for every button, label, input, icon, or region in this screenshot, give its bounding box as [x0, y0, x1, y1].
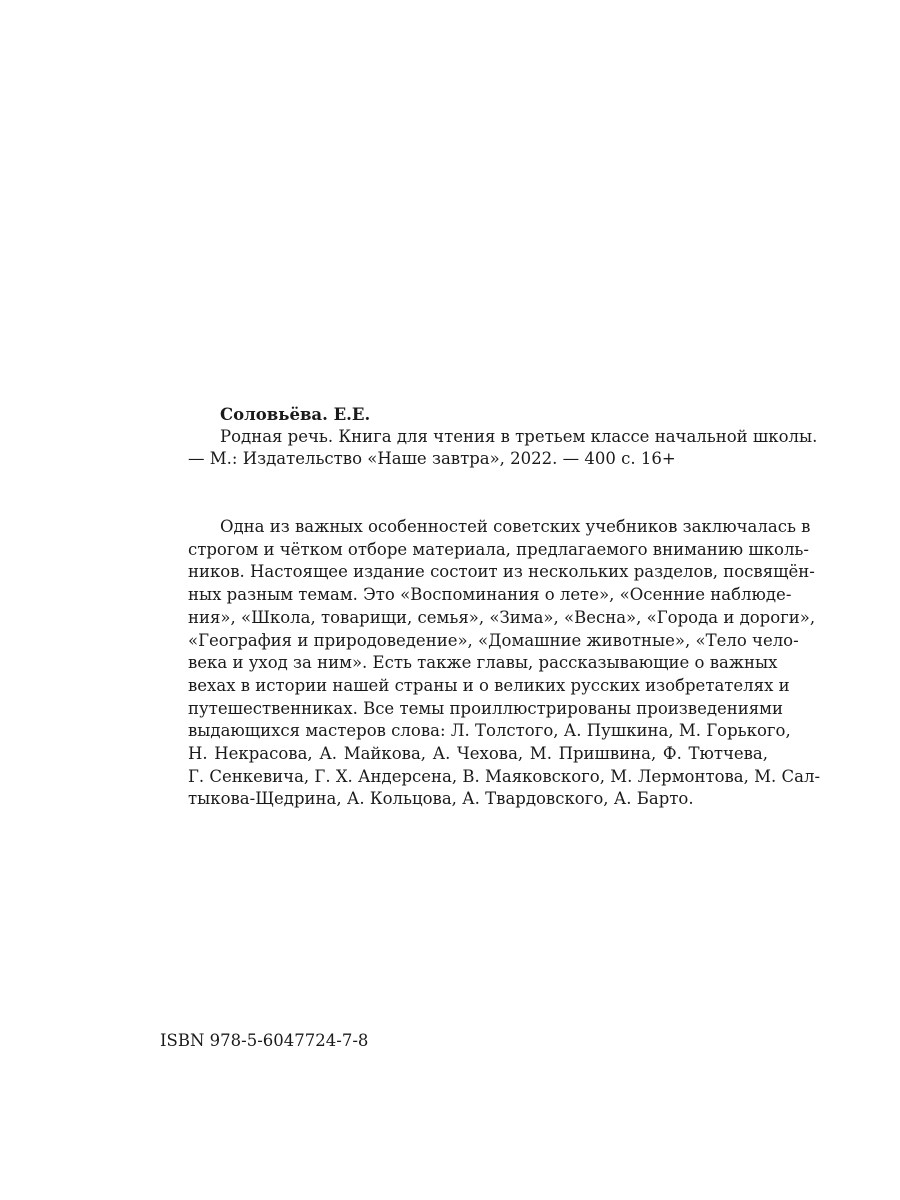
isbn-number: ISBN 978-5-6047724-7-8	[160, 1031, 369, 1050]
annotation-paragraph	[188, 516, 821, 811]
imprint-line: — М.: Издательство «Наше завтра», 2022. — 400 с. 16+	[188, 449, 676, 468]
author-name: Соловьёва. Е.Е.	[220, 405, 371, 424]
annotation-line: Г. Сенкевича, Г. Х. Андерсена, В. Маяковского, М. Лермонтова, М. Сал-	[188, 766, 821, 786]
annotation-line: ния», «Школа, товарищи, семья», «Зима», «Весна», «Города и дороги»,	[188, 607, 816, 627]
annotation-line: ных разным темам. Это «Воспоминания о лете», «Осенние наблюде-	[188, 585, 792, 605]
annotation-line: ников. Настоящее издание состоит из нескольких разделов, посвящён-	[188, 562, 815, 582]
annotation-line: века и уход за ним». Есть также главы, рассказывающие о важных	[188, 653, 778, 673]
bibliographic-record	[188, 404, 818, 470]
annotation-line: «География и природоведение», «Домашние животные», «Тело чело-	[188, 630, 799, 650]
annotation-line: Одна из важных особенностей советских учебников заключалась в	[220, 517, 811, 536]
annotation-line: Н. Некрасова, А. Майкова, А. Чехова, М. Пришвина, Ф. Тютчева,	[188, 744, 768, 764]
annotation-line: вехах в истории нашей страны и о великих русских изобретателях и	[188, 675, 790, 695]
book-title-line: Родная речь. Книга для чтения в третьем классе начальной школы.	[220, 427, 818, 446]
annotation-line: путешественниках. Все темы проиллюстрированы произведениями	[188, 698, 783, 718]
annotation-line: выдающихся мастеров слова: Л. Толстого, А. Пушкина, М. Горького,	[188, 721, 791, 741]
annotation-line: тыкова-Щедрина, А. Кольцова, А. Твардовского, А. Барто.	[188, 789, 694, 809]
annotation-line: строгом и чётком отборе материала, предлагаемого вниманию школь-	[188, 539, 809, 559]
